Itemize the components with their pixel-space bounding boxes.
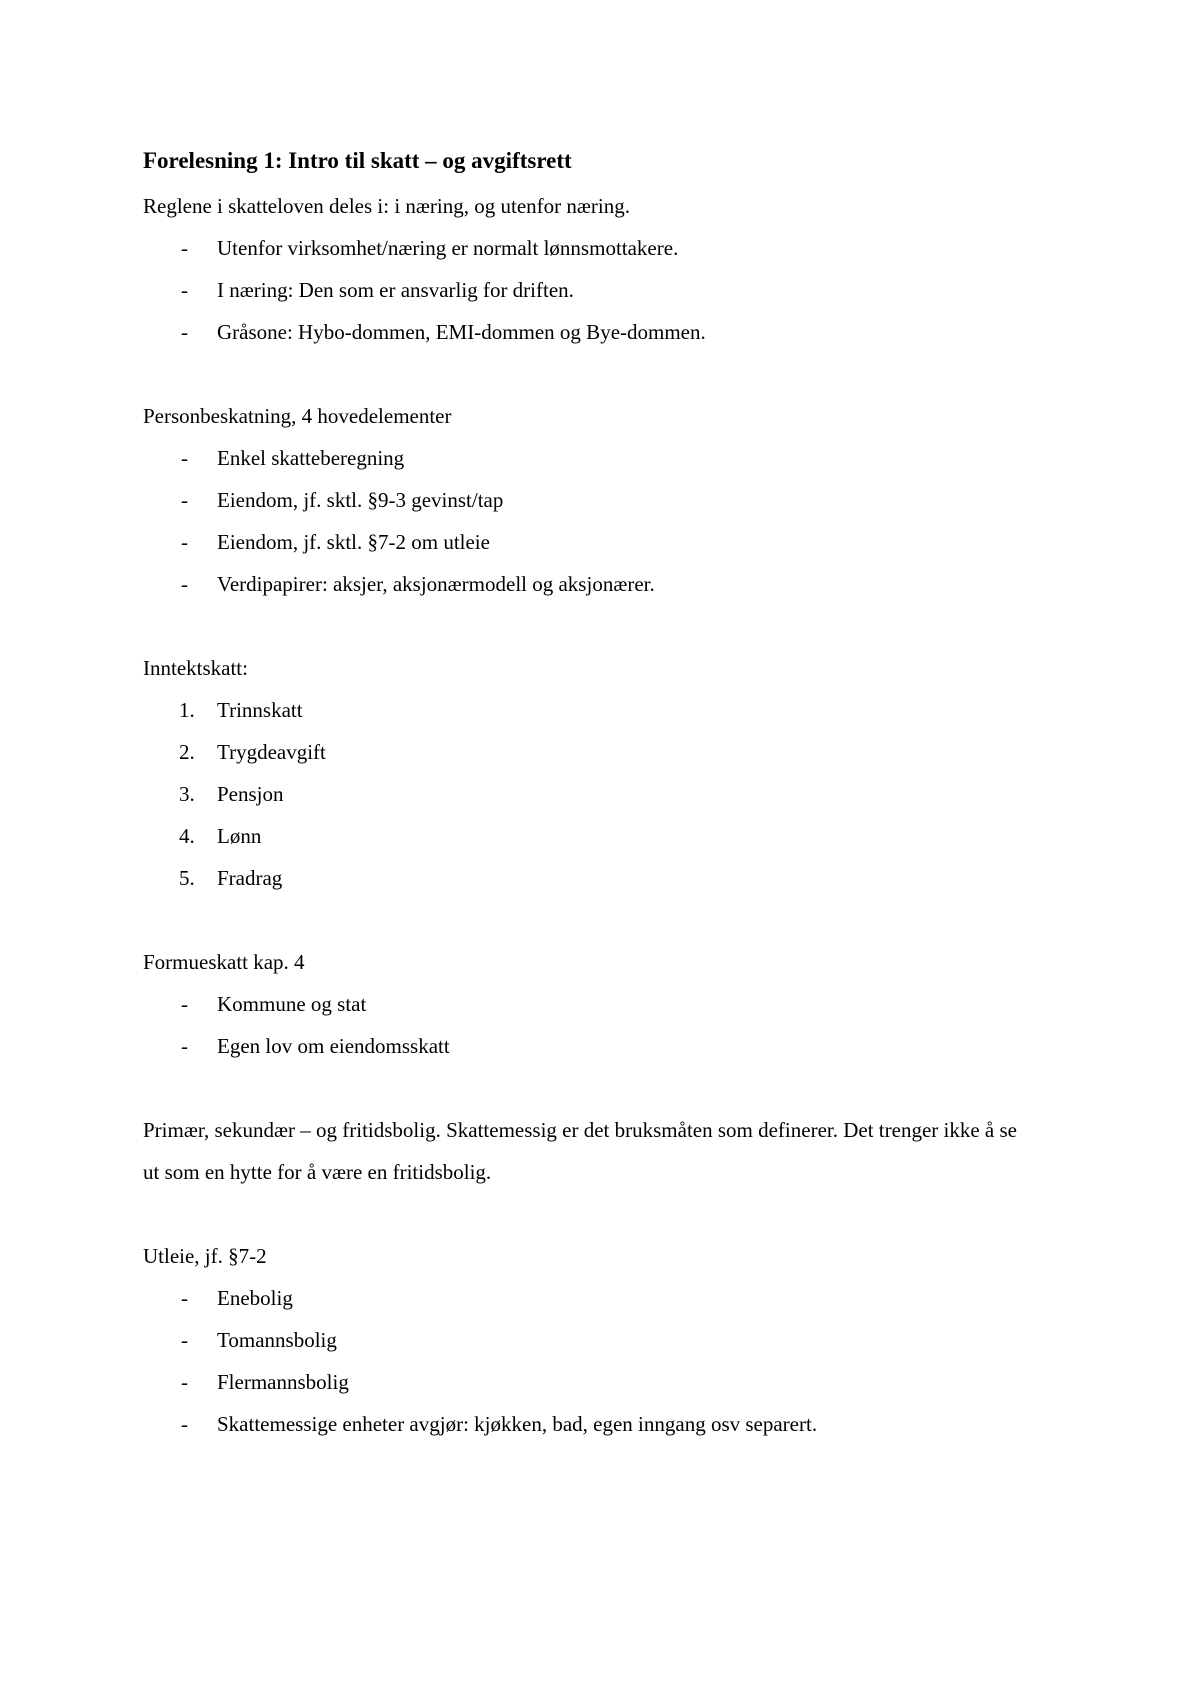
list-item — [143, 815, 1023, 857]
list-item-text: Utenfor virksomhet/næring er normalt lønnsmottakere. — [217, 236, 679, 260]
list-item-text: Trinnskatt — [217, 698, 303, 722]
rental-list — [143, 1277, 1023, 1445]
list-item-text: Lønn — [217, 824, 262, 848]
wealth-list — [143, 983, 1023, 1067]
list-item-text: Kommune og stat — [217, 992, 367, 1016]
number-marker: 2. — [179, 740, 195, 764]
number-marker: 1. — [179, 698, 195, 722]
list-item-text: Skattemessige enheter avgjør: kjøkken, bad, egen inngang osv separert. — [217, 1412, 818, 1436]
list-item — [143, 689, 1023, 731]
list-item — [143, 1025, 1023, 1067]
document-body — [143, 143, 1023, 1445]
paragraph-spacer — [143, 605, 1023, 647]
bullet-marker: - — [181, 1286, 188, 1310]
bullet-marker: - — [181, 1328, 188, 1352]
list-item-text: Tomannsbolig — [217, 1328, 337, 1352]
list-item — [143, 983, 1023, 1025]
person-list — [143, 437, 1023, 605]
intro-paragraph: Reglene i skatteloven deles i: i næring, og utenfor næring. — [143, 194, 630, 218]
list-item-text: Verdipapirer: aksjer, aksjonærmodell og aksjonærer. — [217, 572, 655, 596]
bullet-marker: - — [181, 278, 188, 302]
list-item — [143, 227, 1023, 269]
list-item-text: Enebolig — [217, 1286, 293, 1310]
paragraph-spacer — [143, 899, 1023, 941]
list-item — [143, 269, 1023, 311]
bullet-marker: - — [181, 992, 188, 1016]
list-item-text: Trygdeavgift — [217, 740, 326, 764]
list-item — [143, 1319, 1023, 1361]
list-item — [143, 1403, 1023, 1445]
person-heading: Personbeskatning, 4 hovedelementer — [143, 404, 452, 428]
list-item — [143, 1361, 1023, 1403]
list-item — [143, 479, 1023, 521]
bullet-marker: - — [181, 488, 188, 512]
list-item-text: Eiendom, jf. sktl. §9-3 gevinst/tap — [217, 488, 504, 512]
list-item — [143, 731, 1023, 773]
paragraph-spacer — [143, 353, 1023, 395]
list-item — [143, 437, 1023, 479]
document-title: Forelesning 1: Intro til skatt – og avgiftsrett — [143, 148, 572, 173]
income-heading: Inntektskatt: — [143, 656, 248, 680]
list-item-text: Pensjon — [217, 782, 284, 806]
list-item-text: I næring: Den som er ansvarlig for driften. — [217, 278, 574, 302]
list-item — [143, 1277, 1023, 1319]
intro-list — [143, 227, 1023, 353]
bullet-marker: - — [181, 446, 188, 470]
list-item-text: Eiendom, jf. sktl. §7-2 om utleie — [217, 530, 490, 554]
bullet-marker: - — [181, 1370, 188, 1394]
bullet-marker: - — [181, 320, 188, 344]
wealth-heading: Formueskatt kap. 4 — [143, 950, 305, 974]
list-item-text: Fradrag — [217, 866, 283, 890]
bullet-marker: - — [181, 1412, 188, 1436]
number-marker: 4. — [179, 824, 195, 848]
housing-paragraph: Primær, sekundær – og fritidsbolig. Skattemessig er det bruksmåten som definerer. Det trenger ikke å se ut som en hytte for å være en fritidsbolig. — [143, 1118, 1017, 1184]
list-item-text: Enkel skatteberegning — [217, 446, 405, 470]
list-item-text: Egen lov om eiendomsskatt — [217, 1034, 450, 1058]
income-list — [143, 689, 1023, 899]
number-marker: 3. — [179, 782, 195, 806]
list-item — [143, 311, 1023, 353]
bullet-marker: - — [181, 530, 188, 554]
list-item — [143, 857, 1023, 899]
bullet-marker: - — [181, 1034, 188, 1058]
list-item — [143, 563, 1023, 605]
list-item — [143, 773, 1023, 815]
rental-heading: Utleie, jf. §7-2 — [143, 1244, 267, 1268]
list-item-text: Flermannsbolig — [217, 1370, 349, 1394]
number-marker: 5. — [179, 866, 195, 890]
paragraph-spacer — [143, 1193, 1023, 1235]
bullet-marker: - — [181, 236, 188, 260]
list-item — [143, 521, 1023, 563]
list-item-text: Gråsone: Hybo-dommen, EMI-dommen og Bye-dommen. — [217, 320, 706, 344]
paragraph-spacer — [143, 1067, 1023, 1109]
bullet-marker: - — [181, 572, 188, 596]
